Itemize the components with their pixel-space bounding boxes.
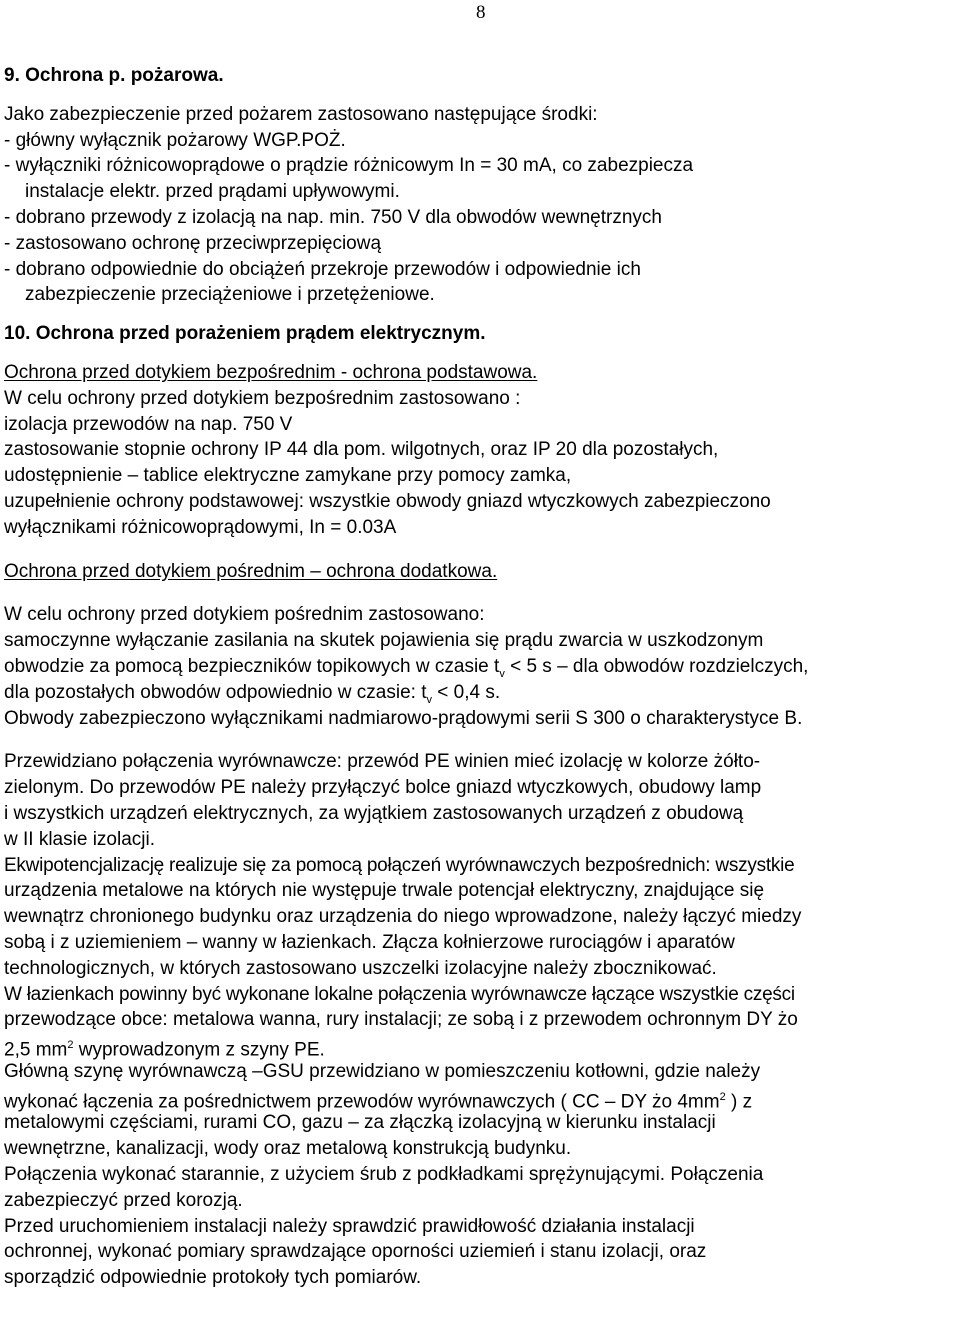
equipotential-text: metalowymi częściami, rurami CO, gazu – za złączką izolacyjną w kierunku instalacji: [4, 1112, 716, 1134]
section-10-heading: 10. Ochrona przed porażeniem prądem elektrycznym.: [4, 323, 486, 345]
basic-protection-text: W celu ochrony przed dotykiem bezpośrednim zastosowano :: [4, 387, 521, 409]
equipotential-text: Przewidziano połączenia wyrównawcze: przewód PE winien mieć izolację w kolorze żółto-: [4, 751, 761, 773]
basic-protection-text: wyłącznikami różnicowoprądowymi, In = 0.03A: [4, 516, 397, 538]
equipotential-text: Główną szynę wyrównawczą –GSU przewidziano w pomieszczeniu kotłowni, gdzie należy: [4, 1060, 761, 1082]
fire-protection-intro: Jako zabezpieczenie przed pożarem zastosowano następujące środki:: [4, 103, 598, 125]
basic-protection-text: zastosowanie stopnie ochrony IP 44 dla pom. wilgotnych, oraz IP 20 dla pozostałych,: [4, 439, 719, 461]
fire-measure-item: - wyłączniki różnicowoprądowe o prądzie różnicowym In = 30 mA, co zabezpiecza: [4, 155, 694, 177]
equipotential-text: sobą i z uziemieniem – wanny w łazienkach. Złącza kołnierzowe rurociągów i aparatów: [4, 931, 735, 953]
additional-protection-text: obwodzie za pomocą bezpieczników topikowych w czasie $t_v < 5$ s – dla obwodów rozdzielczych,: [4, 655, 809, 680]
basic-protection-title: Ochrona przed dotykiem bezpośrednim - ochrona podstawowa.: [4, 361, 538, 383]
equipotential-text: wewnętrzne, kanalizacji, wody oraz metalową konstrukcją budynku.: [4, 1138, 572, 1160]
equipotential-text: zielonym. Do przewodów PE należy przyłączyć bolce gniazd wtyczkowych, obudowy lamp: [4, 777, 762, 799]
equipotential-text: Połączenia wykonać starannie, z użyciem śrub z podkładkami sprężynującymi. Połączenia: [4, 1164, 764, 1186]
additional-protection-text: W celu ochrony przed dotykiem pośrednim zastosowano:: [4, 604, 485, 626]
additional-protection-title: Ochrona przed dotykiem pośrednim – ochrona dodatkowa.: [4, 560, 498, 582]
equipotential-text: i wszystkich urządzeń elektrycznych, za wyjątkiem zastosowanych urządzeń z obudową: [4, 802, 744, 824]
basic-protection-text: udostępnienie – tablice elektryczne zamykane przy pomocy zamka,: [4, 465, 572, 487]
fire-measure-item: - główny wyłącznik pożarowy WGP.POŻ.: [4, 129, 346, 151]
basic-protection-text: izolacja przewodów na nap. 750 V: [4, 413, 293, 435]
page-number: 8: [476, 2, 486, 23]
additional-protection-text: dla pozostałych obwodów odpowiednio w czasie: $t_v < 0,4$ s.: [4, 681, 501, 706]
equipotential-text: w II klasie izolacji.: [4, 828, 155, 850]
fire-measure-item-continued: zabezpieczenie przeciążeniowe i przetężeniowe.: [25, 284, 435, 306]
equipotential-text: sporządzić odpowiednie protokoły tych pomiarów.: [4, 1267, 422, 1289]
equipotential-text: urządzenia metalowe na których nie występuje trwale potencjał elektryczny, znajdujące się: [4, 880, 765, 902]
fire-measure-item: - zastosowano ochronę przeciwprzepięciową: [4, 232, 382, 254]
equipotential-text: ochronnej, wykonać pomiary sprawdzające oporności uziemień i stanu izolacji, oraz: [4, 1241, 707, 1263]
equipotential-text: wewnątrz chronionego budynku oraz urządzenia do niego wprowadzone, należy łączyć miedzy: [4, 906, 802, 928]
section-9-heading: 9. Ochrona p. pożarowa.: [4, 65, 224, 86]
equipotential-text: W łazienkach powinny być wykonane lokalne połączenia wyrównawcze łączące wszystkie części: [4, 983, 795, 1005]
additional-protection-text: Obwody zabezpieczono wyłącznikami nadmiarowo-prądowymi serii S 300 o charakterystyce B.: [4, 707, 803, 729]
equipotential-text: wykonać łączenia za pośrednictwem przewodów wyrównawczych ( CC – DY żo $4mm^2$ ) z: [4, 1090, 753, 1113]
equipotential-text: przewodzące obce: metalowa wanna, rury instalacji; ze sobą i z przewodem ochronnym DY żo: [4, 1009, 798, 1031]
equipotential-text: 2,5 $mm^2$ wyprowadzonym z szyny PE.: [4, 1039, 325, 1061]
document-body: [4, 63, 959, 1291]
additional-protection-text: samoczynne wyłączanie zasilania na skutek pojawienia się prądu zwarcia w uszkodzonym: [4, 630, 764, 652]
basic-protection-text: uzupełnienie ochrony podstawowej: wszystkie obwody gniazd wtyczkowych zabezpieczono: [4, 490, 771, 512]
equipotential-text: Przed uruchomieniem instalacji należy sprawdzić prawidłowość działania instalacji: [4, 1215, 695, 1237]
fire-measure-item: - dobrano odpowiednie do obciążeń przekroje przewodów i odpowiednie ich: [4, 258, 641, 280]
equipotential-text: technologicznych, w których zastosowano uszczelki izolacyjne należy zbocznikować.: [4, 957, 717, 979]
equipotential-text: Ekwipotencjalizację realizuje się za pomocą połączeń wyrównawczych bezpośrednich: wszystkie: [4, 854, 795, 876]
fire-measure-item: - dobrano przewody z izolacją na nap. min. 750 V dla obwodów wewnętrznych: [4, 206, 662, 228]
equipotential-text: zabezpieczyć przed korozją.: [4, 1189, 243, 1211]
fire-measure-item-continued: instalacje elektr. przed prądami upływowymi.: [25, 181, 400, 203]
